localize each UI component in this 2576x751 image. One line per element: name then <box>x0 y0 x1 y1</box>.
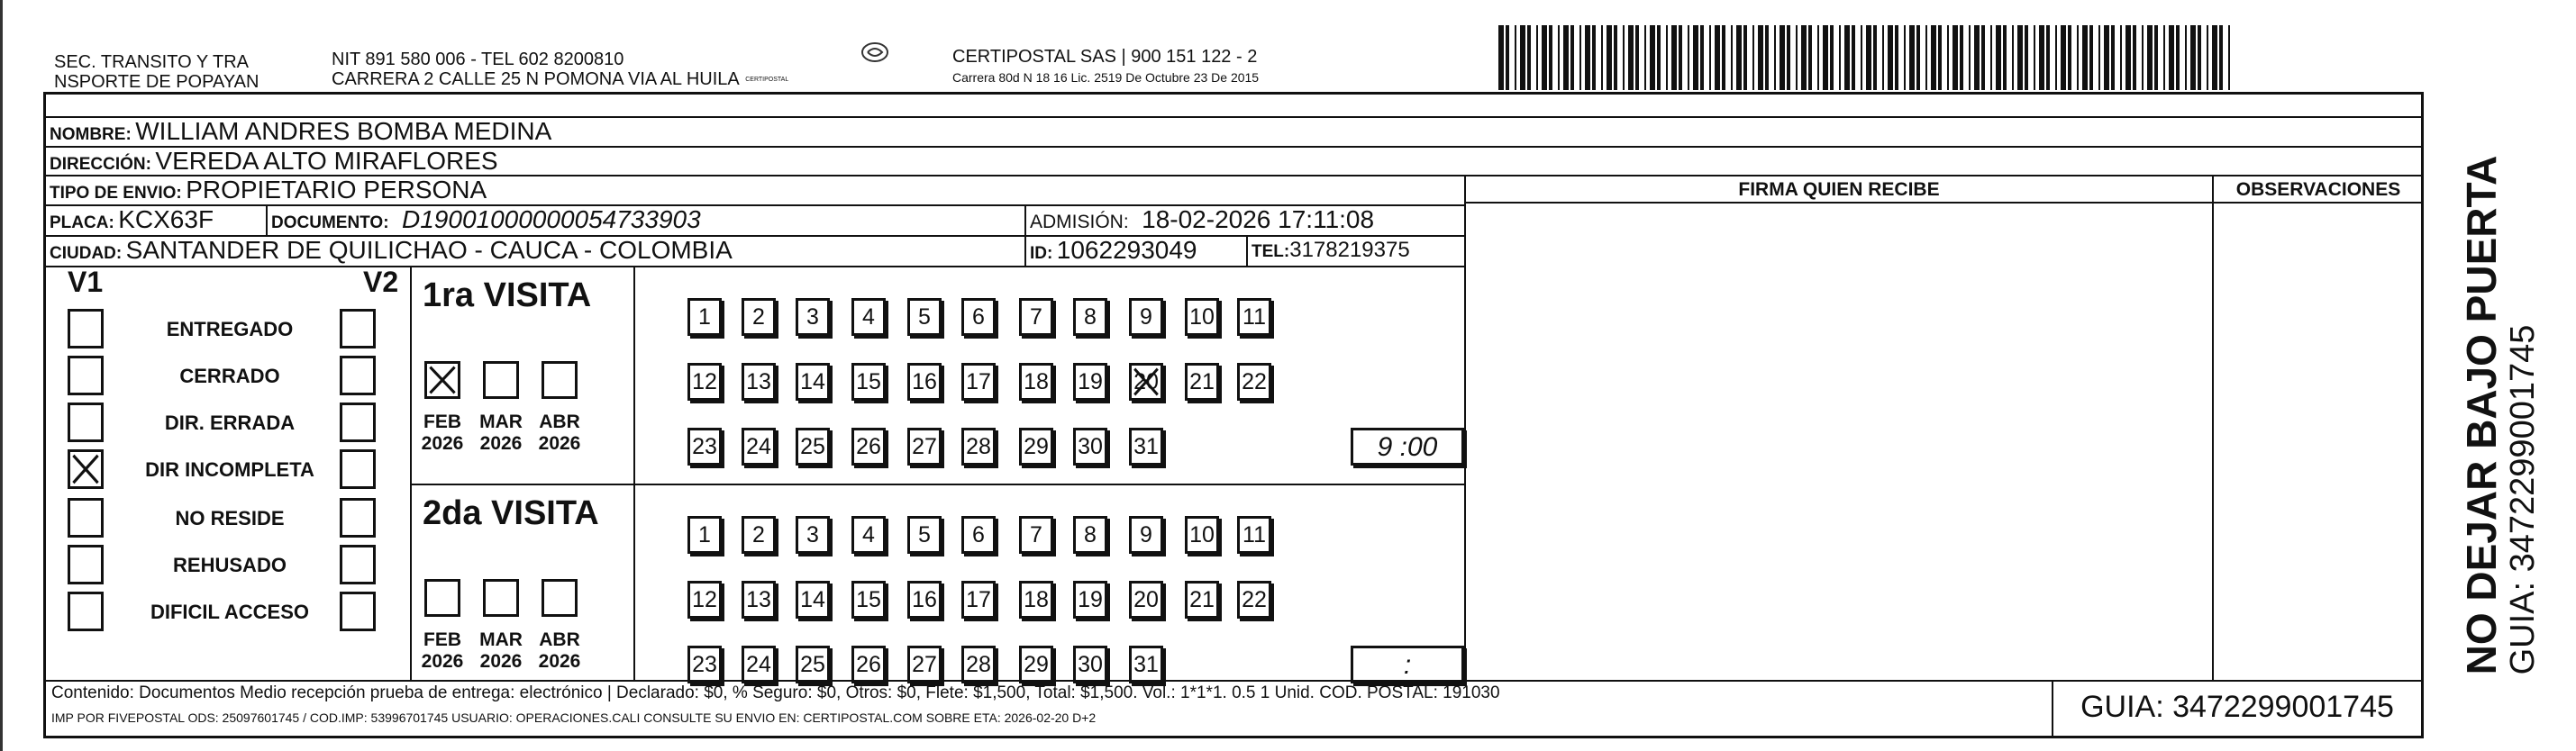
barcode-bar <box>1852 25 1855 90</box>
sender-line2: NSPORTE DE POPAYAN <box>54 72 259 92</box>
barcode-bar <box>1542 25 1547 90</box>
barcode-bar <box>2120 25 2122 90</box>
barcode-bar <box>1844 25 1850 90</box>
day-box: 11 <box>1237 516 1271 554</box>
day-box: 6 <box>961 298 996 336</box>
status-option-label: REHUSADO <box>173 554 287 576</box>
barcode-bar <box>1752 25 1754 90</box>
barcode-bar <box>1671 25 1677 90</box>
barcode-bar <box>1817 25 1819 90</box>
day-box: 14 <box>796 363 830 401</box>
month-name: FEB <box>423 412 461 432</box>
v1-label: V1 <box>68 266 104 298</box>
barcode-bar <box>1715 25 1720 90</box>
barcode-bar <box>1666 25 1668 90</box>
sender-block <box>54 52 259 92</box>
documento-label: DOCUMENTO: <box>271 213 389 232</box>
day-box: 19 <box>1073 363 1107 401</box>
placa-row <box>50 205 214 234</box>
day-box: 1 <box>687 516 722 554</box>
day-box: 12 <box>687 581 722 619</box>
visit1-title: 1ra VISITA <box>423 276 592 314</box>
barcode-bar <box>1861 25 1862 90</box>
barcode-bar <box>2098 25 2100 90</box>
day-box: 29 <box>1019 646 1053 683</box>
barcode-bar <box>1736 25 1742 90</box>
day-box: 11 <box>1237 298 1271 336</box>
day-box: 27 <box>907 646 942 683</box>
barcode-bar <box>1839 25 1841 90</box>
day-box: 5 <box>907 516 942 554</box>
barcode-bar <box>1650 25 1655 90</box>
day-box: 24 <box>742 428 776 466</box>
month-label <box>474 629 528 673</box>
barcode-bar <box>1570 25 1574 90</box>
nit-line: NIT 891 580 006 - TEL 602 8200810 <box>332 50 624 69</box>
day-box: 3 <box>796 516 830 554</box>
tel-value: 3178219375 <box>1289 238 1410 262</box>
tel-field <box>1252 238 1410 263</box>
status-option-label: DIFICIL ACCESO <box>150 601 309 623</box>
barcode-bar <box>1585 25 1590 90</box>
barcode-bar <box>1601 25 1603 90</box>
barcode-bar <box>1787 25 1790 90</box>
id-value: 1062293049 <box>1056 236 1197 264</box>
barcode-bar <box>1990 25 1992 90</box>
day-box: 20 <box>1129 581 1163 619</box>
documento-value: D19001000000054733903 <box>402 205 701 233</box>
footer-content-line: Contenido: Documentos Medio recepción prueba de entrega: electrónico | Declarado: $0, % Seguro: $0, Otros: $0, Flete: $1,500, Total: $1,500. Vol.: 1*1*1. 0.5 1 Unid. COD. POSTAL: 191030 <box>51 683 1500 702</box>
month-year: 2026 <box>421 651 464 672</box>
barcode-bar <box>2082 25 2088 90</box>
month-checkbox <box>424 579 460 617</box>
barcode-bar <box>1700 25 1704 90</box>
barcode <box>1498 25 2237 90</box>
tipo-value: PROPIETARIO PERSONA <box>186 176 487 204</box>
barcode-bar <box>1623 25 1625 90</box>
month-name: MAR <box>479 412 523 432</box>
status-option-label: DIR. ERRADA <box>164 412 296 434</box>
barcode-bar <box>1823 25 1828 90</box>
day-box <box>1129 363 1163 401</box>
v1-checkbox <box>68 403 104 442</box>
barcode-bar <box>1520 25 1525 90</box>
barcode-bar <box>1527 25 1531 90</box>
day-box: 27 <box>907 428 942 466</box>
barcode-bar <box>1679 25 1682 90</box>
month-year: 2026 <box>479 651 523 672</box>
barcode-bar <box>1916 25 1920 90</box>
side-line1: NO DEJAR BAJO PUERTA <box>2458 155 2505 675</box>
barcode-bar <box>1931 25 1936 90</box>
firma-header: FIRMA QUIEN RECIBE <box>1738 179 1940 200</box>
tipo-row <box>50 176 487 204</box>
visit-time-box: : <box>1351 646 1464 683</box>
day-box: 23 <box>687 646 722 683</box>
day-box: 3 <box>796 298 830 336</box>
barcode-bar <box>1969 25 1971 90</box>
direccion-value: VEREDA ALTO MIRAFLORES <box>155 147 498 175</box>
day-box: 4 <box>851 516 886 554</box>
ciudad-value: SANTANDER DE QUILICHAO - CAUCA - COLOMBIA <box>125 236 733 264</box>
barcode-bar <box>1563 25 1569 90</box>
barcode-bar <box>1938 25 1942 90</box>
barcode-bar <box>1882 25 1884 90</box>
day-box: 24 <box>742 646 776 683</box>
barcode-bar <box>1688 25 1689 90</box>
barcode-bar <box>2039 25 2044 90</box>
barcode-bar <box>1765 25 1769 90</box>
month-label <box>415 629 469 673</box>
barcode-bar <box>2012 25 2014 90</box>
id-label: ID: <box>1030 244 1053 263</box>
barcode-bar <box>2111 25 2115 90</box>
shipping-form <box>43 92 2424 738</box>
barcode-bar <box>1558 25 1560 90</box>
status-option-label: CERRADO <box>179 365 280 387</box>
barcode-bar <box>1579 25 1581 90</box>
v2-checkbox <box>340 498 376 538</box>
direccion-label: DIRECCIÓN: <box>50 155 151 174</box>
barcode-bar <box>1895 25 1898 90</box>
barcode-bar <box>1498 25 1504 90</box>
barcode-bar <box>1996 25 2001 90</box>
day-box: 31 <box>1129 646 1163 683</box>
admision-label: ADMISIÓN: <box>1030 212 1129 232</box>
day-box: 28 <box>961 428 996 466</box>
day-box: 1 <box>687 298 722 336</box>
footer-print-line: IMP POR FIVEPOSTAL ODS: 25097601745 / COD.IMP: 53996701745 USUARIO: OPERACIONES.CALI CONSULTE SU ENVIO EN: CERTIPOSTAL.COM SOBRE ETA: 2026-02-20 D+2 <box>51 710 1097 725</box>
barcode-bar <box>1866 25 1871 90</box>
documento-field <box>271 205 701 234</box>
admision-value: 18-02-2026 17:11:08 <box>1142 205 1375 233</box>
ciudad-row <box>50 236 733 265</box>
barcode-bar <box>2190 25 2196 90</box>
barcode-bar <box>1904 25 1906 90</box>
month-name: ABR <box>539 412 580 432</box>
barcode-bar <box>2212 25 2217 90</box>
day-box: 22 <box>1237 363 1271 401</box>
day-box: 26 <box>851 646 886 683</box>
month-checkbox <box>424 361 460 399</box>
barcode-bar <box>2154 25 2158 90</box>
barcode-bar <box>1873 25 1877 90</box>
nombre-value: WILLIAM ANDRES BOMBA MEDINA <box>135 117 552 145</box>
company-address: Carrera 80d N 18 16 Lic. 2519 De Octubre 23 De 2015 <box>952 70 1260 85</box>
barcode-bar <box>1607 25 1612 90</box>
day-box: 18 <box>1019 581 1053 619</box>
address-line: CARRERA 2 CALLE 25 N POMONA VIA AL HUILA <box>332 69 739 89</box>
v1-checkbox <box>68 449 104 489</box>
month-year: 2026 <box>479 433 523 454</box>
barcode-bar <box>1635 25 1639 90</box>
nit-block <box>332 50 788 90</box>
ciudad-label: CIUDAD: <box>50 244 123 263</box>
placa-value: KCX63F <box>118 205 214 233</box>
placa-label: PLACA: <box>50 213 114 232</box>
v1-checkbox <box>68 498 104 538</box>
day-box: 25 <box>796 646 830 683</box>
barcode-bar <box>1947 25 1949 90</box>
v2-checkbox <box>340 403 376 442</box>
barcode-bar <box>1952 25 1958 90</box>
barcode-bar <box>2089 25 2093 90</box>
barcode-bar <box>1722 25 1725 90</box>
day-box: 8 <box>1073 516 1107 554</box>
day-box: 5 <box>907 298 942 336</box>
v2-checkbox <box>340 592 376 631</box>
month-label <box>474 412 528 455</box>
barcode-bar <box>2219 25 2223 90</box>
day-box: 17 <box>961 363 996 401</box>
month-year: 2026 <box>421 433 464 454</box>
month-year: 2026 <box>538 651 581 672</box>
barcode-bar <box>1909 25 1915 90</box>
barcode-bar <box>1592 25 1596 90</box>
day-box: 28 <box>961 646 996 683</box>
day-box: 30 <box>1073 428 1107 466</box>
month-checkbox <box>542 579 578 617</box>
month-name: MAR <box>479 629 523 650</box>
barcode-bar <box>1743 25 1747 90</box>
barcode-bar <box>2163 25 2165 90</box>
barcode-bar <box>2104 25 2109 90</box>
observaciones-header: OBSERVACIONES <box>2235 179 2401 200</box>
certipostal-logo-icon <box>860 41 889 63</box>
barcode-bar <box>1614 25 1617 90</box>
admision-field <box>1030 205 1374 234</box>
barcode-bar <box>1808 25 1812 90</box>
sender-line1: SEC. TRANSITO Y TRA <box>54 52 249 72</box>
barcode-bar <box>2125 25 2131 90</box>
barcode-bar <box>2046 25 2050 90</box>
barcode-bar <box>1774 25 1776 90</box>
v1-checkbox <box>68 592 104 631</box>
tipo-label: TIPO DE ENVIO: <box>50 184 182 203</box>
barcode-bar <box>1796 25 1798 90</box>
visit2-title: 2da VISITA <box>423 494 599 532</box>
day-box: 14 <box>796 581 830 619</box>
day-box: 9 <box>1129 516 1163 554</box>
barcode-bar <box>2142 25 2144 90</box>
company-block <box>952 47 1259 85</box>
barcode-bar <box>2207 25 2208 90</box>
barcode-bar <box>1830 25 1834 90</box>
barcode-bar <box>1960 25 1963 90</box>
status-option-label: ENTREGADO <box>166 318 294 340</box>
month-name: ABR <box>539 629 580 650</box>
nombre-row <box>50 117 551 146</box>
day-box: 19 <box>1073 581 1107 619</box>
day-box: 15 <box>851 363 886 401</box>
day-box: 13 <box>742 581 776 619</box>
side-line2: GUIA: 3472299001745 <box>2504 324 2542 675</box>
v2-checkbox <box>340 356 376 395</box>
barcode-bar <box>2055 25 2057 90</box>
id-field <box>1030 236 1197 265</box>
day-box: 10 <box>1185 298 1219 336</box>
v2-checkbox <box>340 309 376 348</box>
day-box: 7 <box>1019 298 1053 336</box>
day-box: 16 <box>907 581 942 619</box>
barcode-bar <box>1657 25 1661 90</box>
barcode-bar <box>1506 25 1509 90</box>
company-line: CERTIPOSTAL SAS | 900 151 122 - 2 <box>952 47 1258 67</box>
page-edge <box>0 0 3 751</box>
month-checkbox <box>483 579 519 617</box>
barcode-bar <box>1758 25 1763 90</box>
barcode-bar <box>1628 25 1634 90</box>
month-year: 2026 <box>538 433 581 454</box>
barcode-bar <box>2133 25 2136 90</box>
day-box: 30 <box>1073 646 1107 683</box>
barcode-bar <box>2185 25 2187 90</box>
direccion-row <box>50 147 498 176</box>
month-checkbox <box>542 361 578 399</box>
barcode-bar <box>1925 25 1927 90</box>
day-box: 29 <box>1019 428 1053 466</box>
barcode-bar <box>1515 25 1516 90</box>
day-box: 21 <box>1185 581 1219 619</box>
day-box: 17 <box>961 581 996 619</box>
day-number: 20 <box>1133 369 1159 394</box>
day-box: 7 <box>1019 516 1053 554</box>
day-box: 15 <box>851 581 886 619</box>
barcode-bar <box>2077 25 2079 90</box>
day-box: 8 <box>1073 298 1107 336</box>
barcode-bar <box>2025 25 2028 90</box>
barcode-bar <box>1536 25 1538 90</box>
day-box: 12 <box>687 363 722 401</box>
barcode-bar <box>1693 25 1698 90</box>
month-label <box>532 629 587 673</box>
barcode-bar <box>2003 25 2007 90</box>
day-box: 6 <box>961 516 996 554</box>
day-box: 25 <box>796 428 830 466</box>
day-box: 13 <box>742 363 776 401</box>
month-name: FEB <box>423 629 461 650</box>
barcode-bar <box>1801 25 1807 90</box>
day-box: 18 <box>1019 363 1053 401</box>
barcode-bar <box>1981 25 1985 90</box>
barcode-bar <box>1549 25 1552 90</box>
day-box: 31 <box>1129 428 1163 466</box>
day-box: 2 <box>742 516 776 554</box>
day-box: 4 <box>851 298 886 336</box>
v1-checkbox <box>68 356 104 395</box>
barcode-bar <box>2034 25 2035 90</box>
barcode-bar <box>2061 25 2066 90</box>
barcode-bar <box>1888 25 1893 90</box>
day-box: 23 <box>687 428 722 466</box>
month-label <box>415 412 469 455</box>
footer-guia: GUIA: 3472299001745 <box>2080 690 2394 724</box>
barcode-bar <box>2176 25 2180 90</box>
barcode-bar <box>1709 25 1711 90</box>
barcode-bar <box>1644 25 1646 90</box>
logo-text: CERTIPOSTAL <box>745 76 789 83</box>
day-box: 22 <box>1237 581 1271 619</box>
v2-checkbox <box>340 449 376 489</box>
side-text <box>2433 92 2568 738</box>
barcode-bar <box>1780 25 1785 90</box>
barcode-bar <box>1731 25 1733 90</box>
month-checkbox <box>483 361 519 399</box>
visit-time-box: 9 :00 <box>1351 428 1464 466</box>
status-option-label: DIR INCOMPLETA <box>145 458 314 481</box>
day-box: 21 <box>1185 363 1219 401</box>
barcode-bar <box>1974 25 1980 90</box>
barcode-bar <box>2017 25 2023 90</box>
barcode-bar <box>2228 25 2230 90</box>
v2-label: V2 <box>363 266 399 298</box>
month-label <box>532 412 587 455</box>
barcode-bar <box>2147 25 2153 90</box>
barcode-bar <box>2198 25 2201 90</box>
v2-checkbox <box>340 545 376 584</box>
v1-checkbox <box>68 545 104 584</box>
v1-checkbox <box>68 309 104 348</box>
day-box: 10 <box>1185 516 1219 554</box>
status-option-label: NO RESIDE <box>175 507 285 529</box>
day-box: 26 <box>851 428 886 466</box>
barcode-bar <box>2068 25 2071 90</box>
nombre-label: NOMBRE: <box>50 125 132 144</box>
day-box: 16 <box>907 363 942 401</box>
day-box: 2 <box>742 298 776 336</box>
barcode-bar <box>2169 25 2174 90</box>
tel-label: TEL: <box>1252 242 1290 261</box>
day-box: 9 <box>1129 298 1163 336</box>
